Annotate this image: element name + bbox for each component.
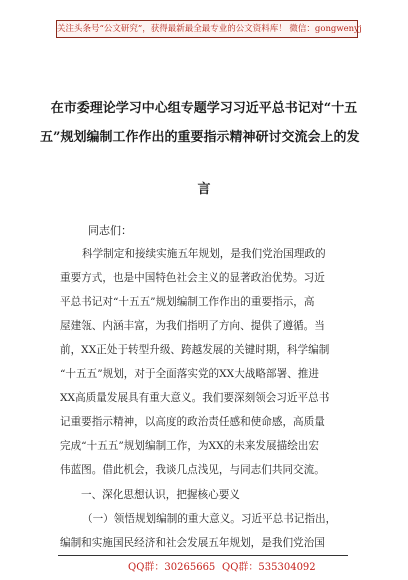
body-line: 编制和实施国民经济和社会发展五年规划，是我们党治国 [60,537,325,549]
section-heading: 一、深化思想认识，把握核心要义 [81,489,240,501]
salutation: 同志们： [88,224,132,237]
body-line: 完成“十五五”规划编制工作，为XX的未来发展描绘出宏 [60,440,319,452]
title-line-2: 五”规划编制工作作出的重要指示精神研讨交流会上的发 [40,130,360,145]
body-line: 科学制定和接续实施五年规划，是我们党治国理政的 [82,248,326,260]
footer-qq-group-2: QQ群：535304092 [222,562,316,573]
footer-divider [58,555,348,556]
body-line: 屋建瓴、内涵丰富，为我们指明了方向、提供了遵循。当 [60,320,325,332]
body-line: 记重要指示精神，以高度的政治责任感和使命感，高质量 [60,416,325,428]
body-line: 重要方式，也是中国特色社会主义的显著政治优势。习近 [60,272,325,284]
body-line: 平总书记对“十五五”规划编制工作作出的重要指示，高 [60,296,315,308]
header-banner: 关注头条号“公文研究”，获得最新最全最专业的公文资料库！ 微信：gongwenyj [56,20,358,38]
title-line-1: 在市委理论学习中心组专题学习习近平总书记对“十五 [50,101,358,116]
body-line: （一）领悟规划编制的重大意义。习近平总书记指出， [82,513,337,525]
body-line: 前，XX正处于转型升级、跨越发展的关键时期，科学编制 [60,344,330,356]
footer-qq-group-1: QQ群：30265665 [128,562,216,573]
body-line: 伟蓝图。借此机会，我谈几点浅见，与同志们共同交流。 [60,464,325,476]
title-line-3: 言 [197,182,211,197]
body-line: “十五五”规划，对于全面落实党的XX大战略部署、推进 [60,368,319,380]
body-line: XX高质量发展具有重大意义。我们要深刻领会习近平总书 [60,392,330,404]
